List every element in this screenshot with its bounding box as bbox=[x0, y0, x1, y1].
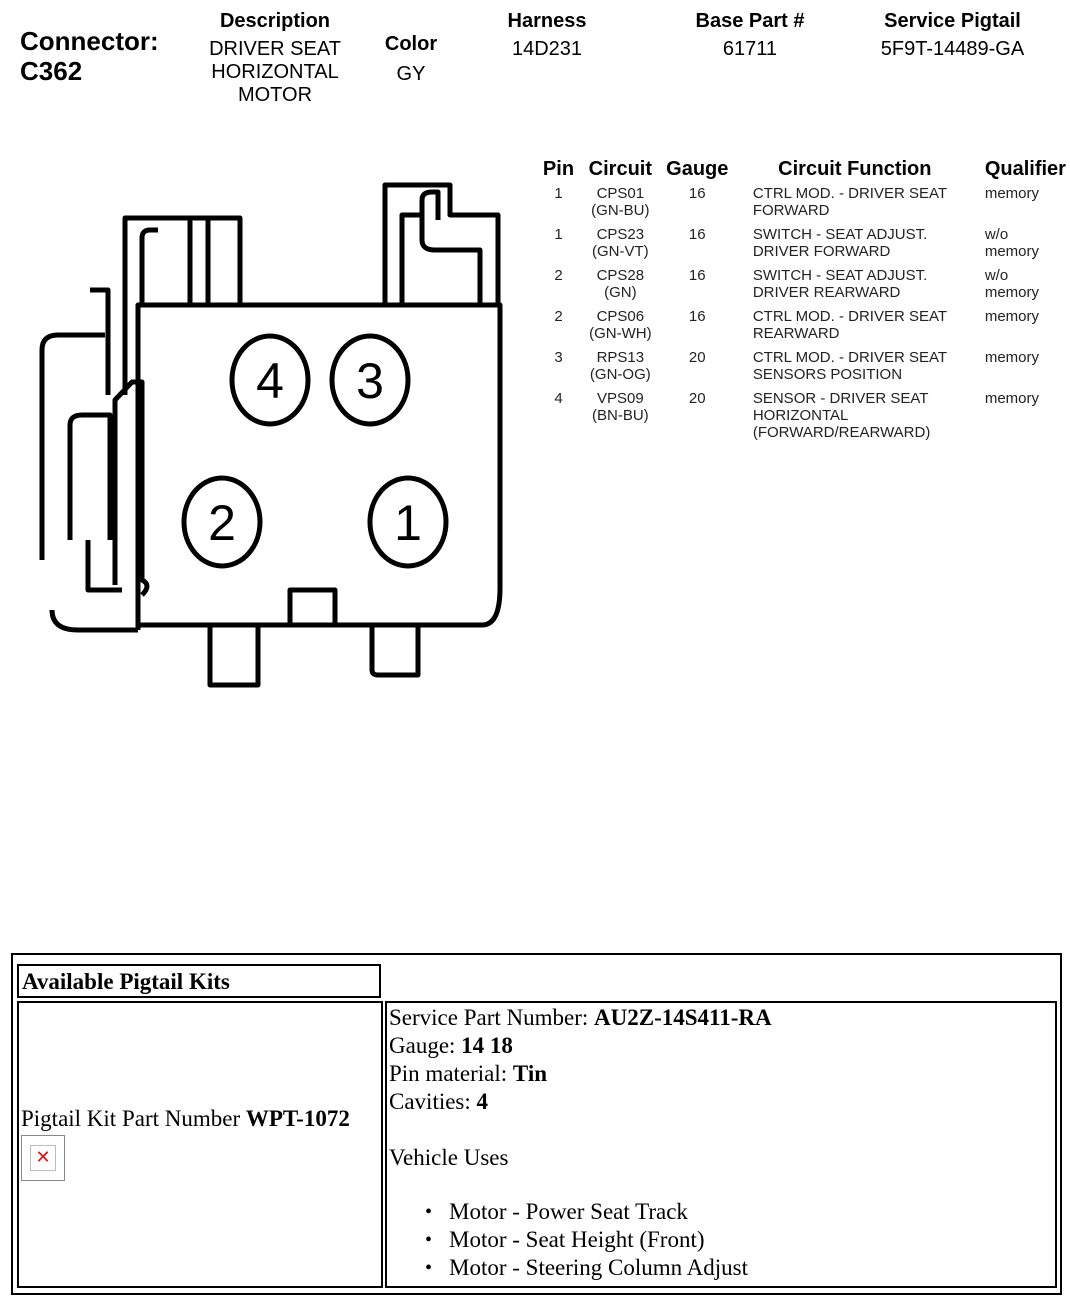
pin-table bbox=[536, 158, 1070, 448]
circuit-function-cell bbox=[735, 349, 975, 390]
circuit-function-cell bbox=[735, 267, 975, 308]
pin-number: 3 bbox=[554, 349, 563, 366]
wire-color: (BN-BU) bbox=[592, 407, 649, 424]
qualifier-line: memory bbox=[984, 308, 1039, 325]
circuit-function-line: REARWARD bbox=[752, 325, 840, 342]
left-rail bbox=[115, 382, 147, 595]
gauge-cell bbox=[660, 349, 735, 390]
circuit-function-cell bbox=[735, 390, 975, 448]
circuit-function-line: DRIVER REARWARD bbox=[752, 284, 901, 301]
cavities-label: Cavities: bbox=[389, 1089, 477, 1114]
base-part-value: 61711 bbox=[722, 38, 778, 60]
cavities-value: 4 bbox=[476, 1089, 489, 1114]
pigtail-kits-title: Available Pigtail Kits bbox=[22, 969, 230, 994]
kit-part-line bbox=[21, 1106, 350, 1132]
pin-table-row bbox=[536, 308, 1070, 349]
service-pigtail-column bbox=[860, 10, 1045, 61]
base-part-title: Base Part # bbox=[695, 10, 805, 32]
pin-cell bbox=[536, 226, 581, 267]
kit-part-number: WPT-1072 bbox=[245, 1106, 350, 1131]
kit-details-cell bbox=[385, 1001, 1057, 1288]
left-latch bbox=[70, 415, 110, 540]
circuit-cell bbox=[581, 226, 660, 267]
circuit-function-line: CTRL MOD. - DRIVER SEAT bbox=[752, 349, 948, 366]
service-pigtail-title: Service Pigtail bbox=[884, 10, 1021, 32]
gauge-value: 20 bbox=[688, 349, 706, 366]
terminal-right bbox=[372, 625, 418, 675]
gauge-value: 20 bbox=[688, 390, 706, 407]
description-line: DRIVER SEAT bbox=[209, 38, 341, 60]
qualifier-cell bbox=[975, 185, 1070, 226]
circuit-cell bbox=[581, 349, 660, 390]
pin-table-row bbox=[536, 185, 1070, 226]
circuit-cell bbox=[581, 308, 660, 349]
circuit-cell bbox=[581, 267, 660, 308]
gauge-cell bbox=[660, 308, 735, 349]
pigtail-kits-title-cell bbox=[17, 964, 381, 998]
col-qualifier: Qualifier bbox=[984, 158, 1066, 180]
pin-table-row bbox=[536, 226, 1070, 267]
wire-color: (GN) bbox=[604, 284, 637, 301]
vehicle-use-item: • Motor - Steering Column Adjust bbox=[449, 1254, 748, 1282]
base-part-column bbox=[680, 10, 820, 61]
gauge-cell bbox=[660, 390, 735, 448]
gauge-cell bbox=[660, 267, 735, 308]
circuit-function-cell bbox=[735, 226, 975, 267]
qualifier-cell bbox=[975, 349, 1070, 390]
qualifier-line: w/o bbox=[984, 226, 1009, 243]
qualifier-line: memory bbox=[984, 349, 1039, 366]
qualifier-line: memory bbox=[984, 390, 1039, 407]
harness-title: Harness bbox=[507, 10, 587, 32]
circuit-function-line: DRIVER FORWARD bbox=[752, 243, 891, 260]
connector-label: Connector: bbox=[20, 26, 159, 56]
wire-color: (GN-VT) bbox=[592, 243, 649, 260]
circuit-cell bbox=[581, 390, 660, 448]
vehicle-use-item: • Motor - Seat Height (Front) bbox=[449, 1226, 748, 1254]
gauge-value: 16 bbox=[688, 267, 706, 284]
pin-table-row bbox=[536, 349, 1070, 390]
gauge-value: 16 bbox=[688, 226, 706, 243]
col-gauge: Gauge bbox=[666, 158, 729, 180]
pin-material-value: Tin bbox=[512, 1061, 548, 1086]
circuit-function-cell bbox=[735, 308, 975, 349]
wire-color: (GN-OG) bbox=[589, 366, 651, 383]
vehicle-uses-label: Vehicle Uses bbox=[389, 1145, 509, 1170]
service-pigtail-value: 5F9T-14489-GA bbox=[880, 38, 1025, 60]
circuit-function-cell bbox=[735, 185, 975, 226]
pin-cell bbox=[536, 185, 581, 226]
cavity-label: 4 bbox=[256, 353, 284, 409]
pin-number: 1 bbox=[554, 185, 563, 202]
pin-material-label: Pin material: bbox=[389, 1061, 513, 1086]
connector-title bbox=[20, 26, 159, 86]
pin-number: 1 bbox=[554, 226, 563, 243]
col-circuit-function: Circuit Function bbox=[778, 158, 932, 180]
wire-color: (GN-BU) bbox=[591, 202, 650, 219]
circuit-id: CPS28 bbox=[596, 267, 645, 284]
connector-face-drawing bbox=[30, 170, 520, 690]
pin-cell bbox=[536, 349, 581, 390]
pin-table-header bbox=[536, 158, 1070, 185]
left-clip-outer bbox=[42, 335, 105, 560]
cavity-label: 3 bbox=[356, 353, 384, 409]
vehicle-use-item: • Motor - Power Seat Track bbox=[449, 1198, 748, 1226]
circuit-function-line: CTRL MOD. - DRIVER SEAT bbox=[752, 308, 948, 325]
pin-cell bbox=[536, 308, 581, 349]
pin-material-line bbox=[389, 1061, 547, 1087]
circuit-function-line: SWITCH - SEAT ADJUST. bbox=[752, 267, 928, 284]
circuit-id: RPS13 bbox=[596, 349, 645, 366]
pin-cell bbox=[536, 267, 581, 308]
col-pin: Pin bbox=[542, 158, 575, 180]
qualifier-cell bbox=[975, 267, 1070, 308]
gauge-line bbox=[389, 1033, 513, 1059]
key-notch bbox=[290, 590, 335, 625]
pin-number: 2 bbox=[554, 308, 563, 325]
circuit-function-line: HORIZONTAL bbox=[752, 407, 849, 424]
gauge-cell bbox=[660, 226, 735, 267]
qualifier-line: w/o bbox=[984, 267, 1009, 284]
wire-color: (GN-WH) bbox=[589, 325, 652, 342]
gauge-label: Gauge: bbox=[389, 1033, 462, 1058]
pin-number: 2 bbox=[554, 267, 563, 284]
qualifier-line: memory bbox=[984, 284, 1039, 301]
vehicle-uses-list bbox=[449, 1198, 748, 1282]
qualifier-cell bbox=[975, 390, 1070, 448]
circuit-function-line: CTRL MOD. - DRIVER SEAT bbox=[752, 185, 948, 202]
circuit-id: CPS06 bbox=[596, 308, 645, 325]
qualifier-cell bbox=[975, 308, 1070, 349]
circuit-id: CPS23 bbox=[596, 226, 645, 243]
connector-body bbox=[138, 305, 500, 625]
circuit-function-line: (FORWARD/REARWARD) bbox=[752, 424, 931, 441]
color-column bbox=[365, 33, 457, 86]
service-part-line bbox=[389, 1005, 772, 1031]
gauge-cell bbox=[660, 185, 735, 226]
pin-cell bbox=[536, 390, 581, 448]
description-title: Description bbox=[219, 10, 331, 32]
color-value: GY bbox=[396, 63, 426, 85]
kit-part-cell bbox=[17, 1001, 383, 1288]
circuit-cell bbox=[581, 185, 660, 226]
col-circuit: Circuit bbox=[588, 158, 653, 180]
circuit-function-line: SENSOR - DRIVER SEAT bbox=[752, 390, 929, 407]
gauge-value: 14 18 bbox=[461, 1033, 513, 1058]
qualifier-line: memory bbox=[984, 243, 1039, 260]
service-part-label: Service Part Number: bbox=[389, 1005, 595, 1030]
qualifier-cell bbox=[975, 226, 1070, 267]
harness-column bbox=[477, 10, 617, 61]
pin-number: 4 bbox=[554, 390, 563, 407]
pin-table-row bbox=[536, 267, 1070, 308]
kit-part-label: Pigtail Kit Part Number bbox=[21, 1106, 246, 1131]
gauge-value: 16 bbox=[688, 185, 706, 202]
qualifier-line: memory bbox=[984, 185, 1039, 202]
cavity-label: 2 bbox=[208, 495, 236, 551]
cavity-label: 1 bbox=[394, 495, 422, 551]
broken-image-icon: ✕ bbox=[21, 1135, 65, 1181]
description-column bbox=[185, 10, 365, 107]
gauge-value: 16 bbox=[688, 308, 706, 325]
circuit-function-line: SWITCH - SEAT ADJUST. bbox=[752, 226, 928, 243]
pin-table-row bbox=[536, 390, 1070, 448]
circuit-id: CPS01 bbox=[596, 185, 645, 202]
harness-value: 14D231 bbox=[511, 38, 583, 60]
color-title: Color bbox=[384, 33, 438, 55]
cavities-line bbox=[389, 1089, 488, 1115]
description-line: MOTOR bbox=[237, 84, 313, 106]
left-tab bbox=[90, 290, 108, 395]
pigtail-kits-table bbox=[11, 953, 1062, 1295]
connector-id: C362 bbox=[20, 56, 83, 86]
top-left-rail-inner bbox=[142, 230, 158, 305]
service-part-number: AU2Z-14S411-RA bbox=[594, 1005, 772, 1030]
circuit-id: VPS09 bbox=[596, 390, 644, 407]
terminal-left bbox=[210, 625, 258, 685]
left-clip-bottom bbox=[52, 610, 138, 630]
circuit-function-line: FORWARD bbox=[752, 202, 830, 219]
description-line: HORIZONTAL bbox=[211, 61, 339, 83]
top-right-rail-inner bbox=[402, 215, 480, 305]
circuit-function-line: SENSORS POSITION bbox=[752, 366, 903, 383]
